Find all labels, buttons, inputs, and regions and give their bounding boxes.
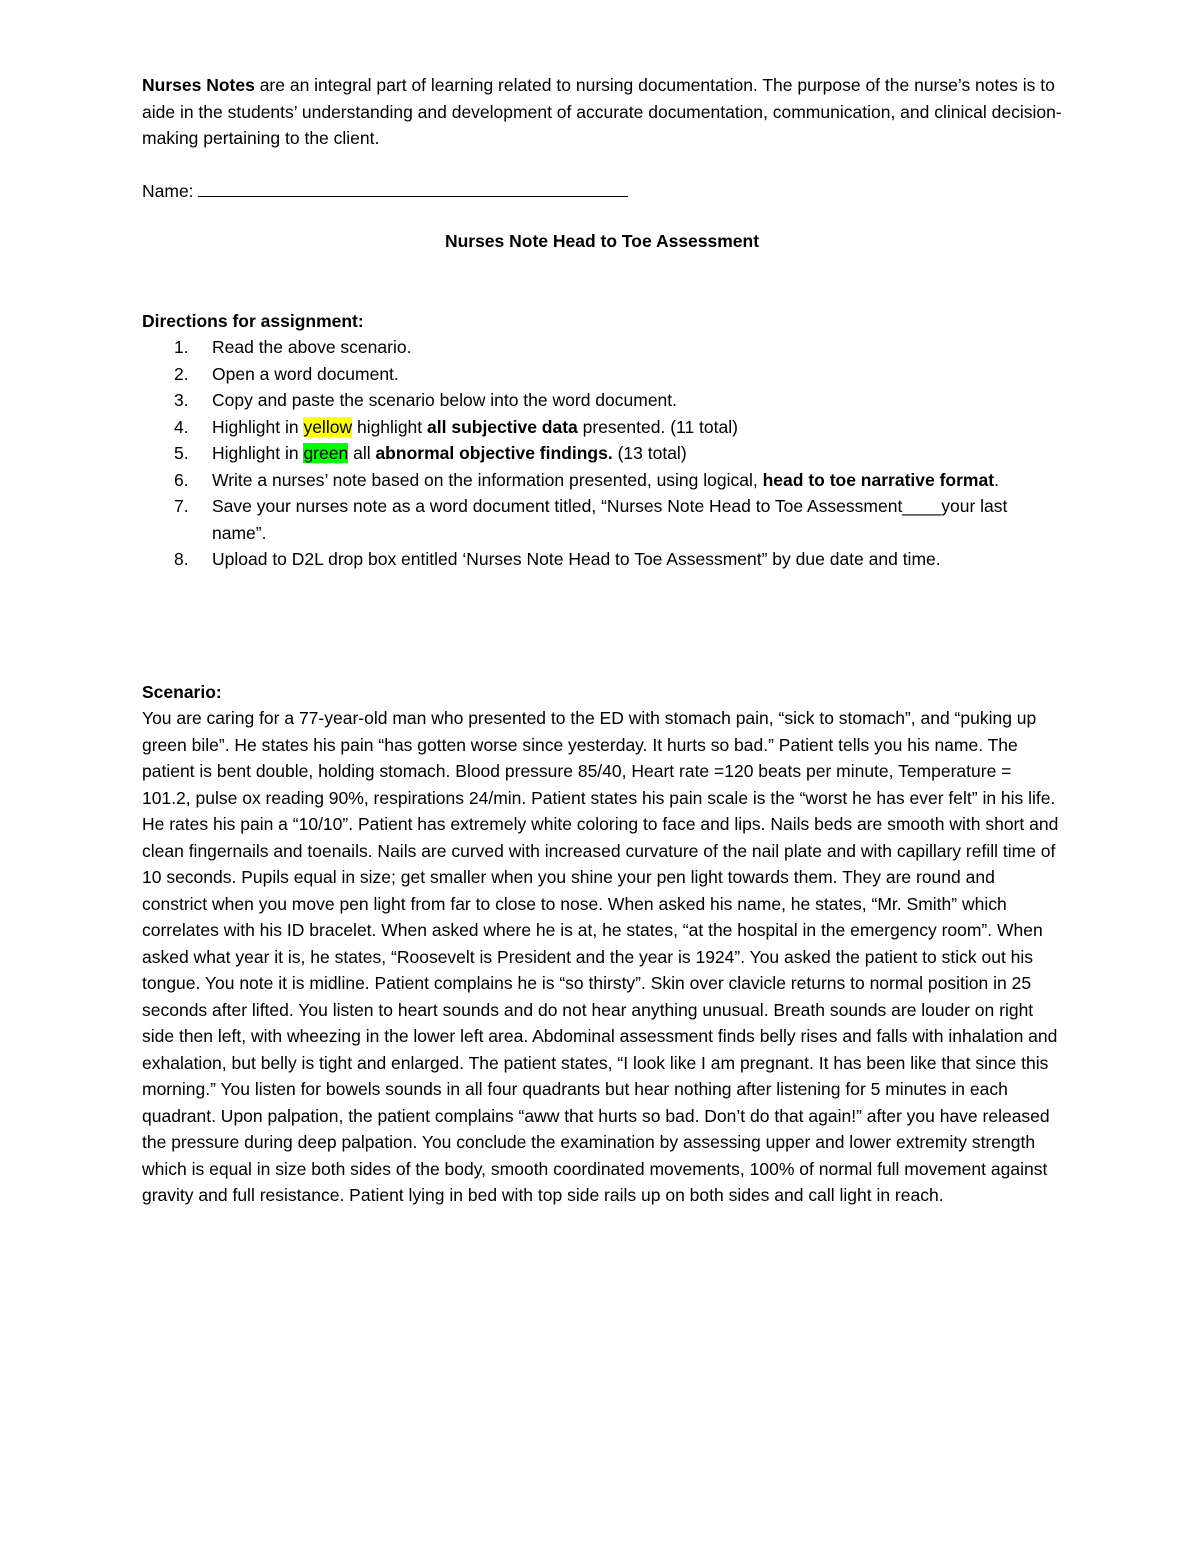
directions-item-bold: all subjective data — [427, 416, 578, 437]
directions-item-bold: abnormal objective findings. — [375, 443, 613, 463]
directions-item-number: 6. — [174, 469, 189, 490]
yellow-highlight-word: yellow — [303, 416, 353, 437]
directions-item-text: Save your nurses note as a word document titled, “Nurses Note Head to Toe Assessment____your last name”. — [212, 496, 1008, 543]
directions-item-post: presented. (11 total) — [577, 416, 738, 437]
directions-item-number: 7. — [174, 496, 189, 516]
directions-item-pre: Write a nurses’ note based on the information presented, using logical, — [212, 469, 763, 490]
directions-item-post: (13 total) — [612, 443, 687, 463]
document-title: Nurses Note Head to Toe Assessment — [444, 231, 760, 251]
directions-item-number: 8. — [174, 549, 189, 569]
green-highlight-word: green — [303, 443, 349, 463]
document-page — [142, 72, 1062, 1209]
directions-item-number: 1. — [174, 337, 189, 357]
directions-item — [142, 493, 1062, 546]
directions-item-mid: all — [348, 443, 376, 463]
directions-item-text: Open a word document. — [212, 363, 399, 384]
directions-item — [142, 467, 1062, 494]
name-field-line — [142, 178, 1062, 205]
directions-item — [142, 361, 1062, 388]
directions-item-pre: Highlight in — [212, 443, 304, 463]
directions-item-post: . — [994, 469, 999, 490]
directions-item-pre: Highlight in — [212, 416, 304, 437]
directions-item-bold: head to toe narrative format — [762, 469, 995, 490]
scenario-heading: Scenario: — [142, 681, 222, 702]
directions-item — [142, 414, 1062, 441]
intro-paragraph — [142, 72, 1062, 152]
directions-item-text: Copy and paste the scenario below into the word document. — [212, 390, 678, 410]
directions-item-number: 3. — [174, 390, 189, 410]
name-blank-underline[interactable] — [198, 178, 628, 197]
intro-text: are an integral part of learning related to nursing documentation. The purpose of the nurse’s notes is to aide in the students’ understanding and development of accurate documentation, communication, and clinical decision-making pertaining to the client. — [142, 75, 1062, 148]
directions-item-number: 4. — [174, 416, 189, 437]
directions-item-text: Read the above scenario. — [212, 337, 412, 357]
directions-item-number: 5. — [174, 443, 189, 463]
directions-heading: Directions for assignment: — [142, 310, 364, 331]
directions-list — [142, 334, 1062, 573]
scenario-paragraph: You are caring for a 77-year-old man who presented to the ED with stomach pain, “sick to stomach”, and “puking up green bile”. He states his pain “has gotten worse since yesterday. It hurts so bad.” Patient tells you his name. The patient is bent double, holding stomach. Blood pressure 85/40, Heart rate =120 beats per minute, Temperature = 101.2, pulse ox reading 90%, respirations 24/min. Patient states his pain scale is the “worst he has ever felt” in his life. He rates his pain a “10/10”. Patient has extremely white coloring to face and lips. Nails beds are smooth with short and clean fingernails and toenails. Nails are curved with increased curvature of the nail plate and with capillary refill time of 10 seconds. Pupils equal in size; get smaller when you shine your pen light towards them. They are round and constrict when you move pen light from far to close to nose. When asked his name, he states, “Mr. Smith” which correlates with his ID bracelet. When asked where he is at, he states, “at the hospital in the emergency room”. When asked what year it is, he states, “Roosevelt is President and the year is 1924”. You asked the patient to stick out his tongue. You note it is midline. Patient complains he is “so thirsty”. Skin over clavicle returns to normal position in 25 seconds after lifted. You listen to heart sounds and do not hear anything unusual. Breath sounds are louder on right side then left, with wheezing in the lower left area. Abdominal assessment finds belly rises and falls with inhalation and exhalation, but belly is tight and enlarged. The patient states, “I look like I am pregnant. It has been like that since this morning.” You listen for bowels sounds in all four quadrants but hear nothing after listening for 5 minutes in each quadrant. Upon palpation, the patient complains “aww that hurts so bad. Don’t do that again!” after you have released the pressure during deep palpation. You conclude the examination by assessing upper and lower extremity strength which is equal in size both sides of the body, smooth coordinated movements, 100% of normal full movement against gravity and full resistance. Patient lying in bed with top side rails up on both sides and call light in reach. — [142, 708, 1059, 1205]
directions-item-mid: highlight — [352, 416, 428, 437]
name-label: Name: — [142, 180, 194, 201]
directions-item-number: 2. — [174, 363, 189, 384]
intro-bold-lead: Nurses Notes — [142, 75, 255, 95]
directions-item — [142, 334, 1062, 361]
directions-item — [142, 546, 1062, 573]
directions-item — [142, 440, 1062, 467]
directions-item — [142, 387, 1062, 414]
directions-item-text: Upload to D2L drop box entitled ‘Nurses Note Head to Toe Assessment” by due date and time. — [212, 549, 941, 569]
